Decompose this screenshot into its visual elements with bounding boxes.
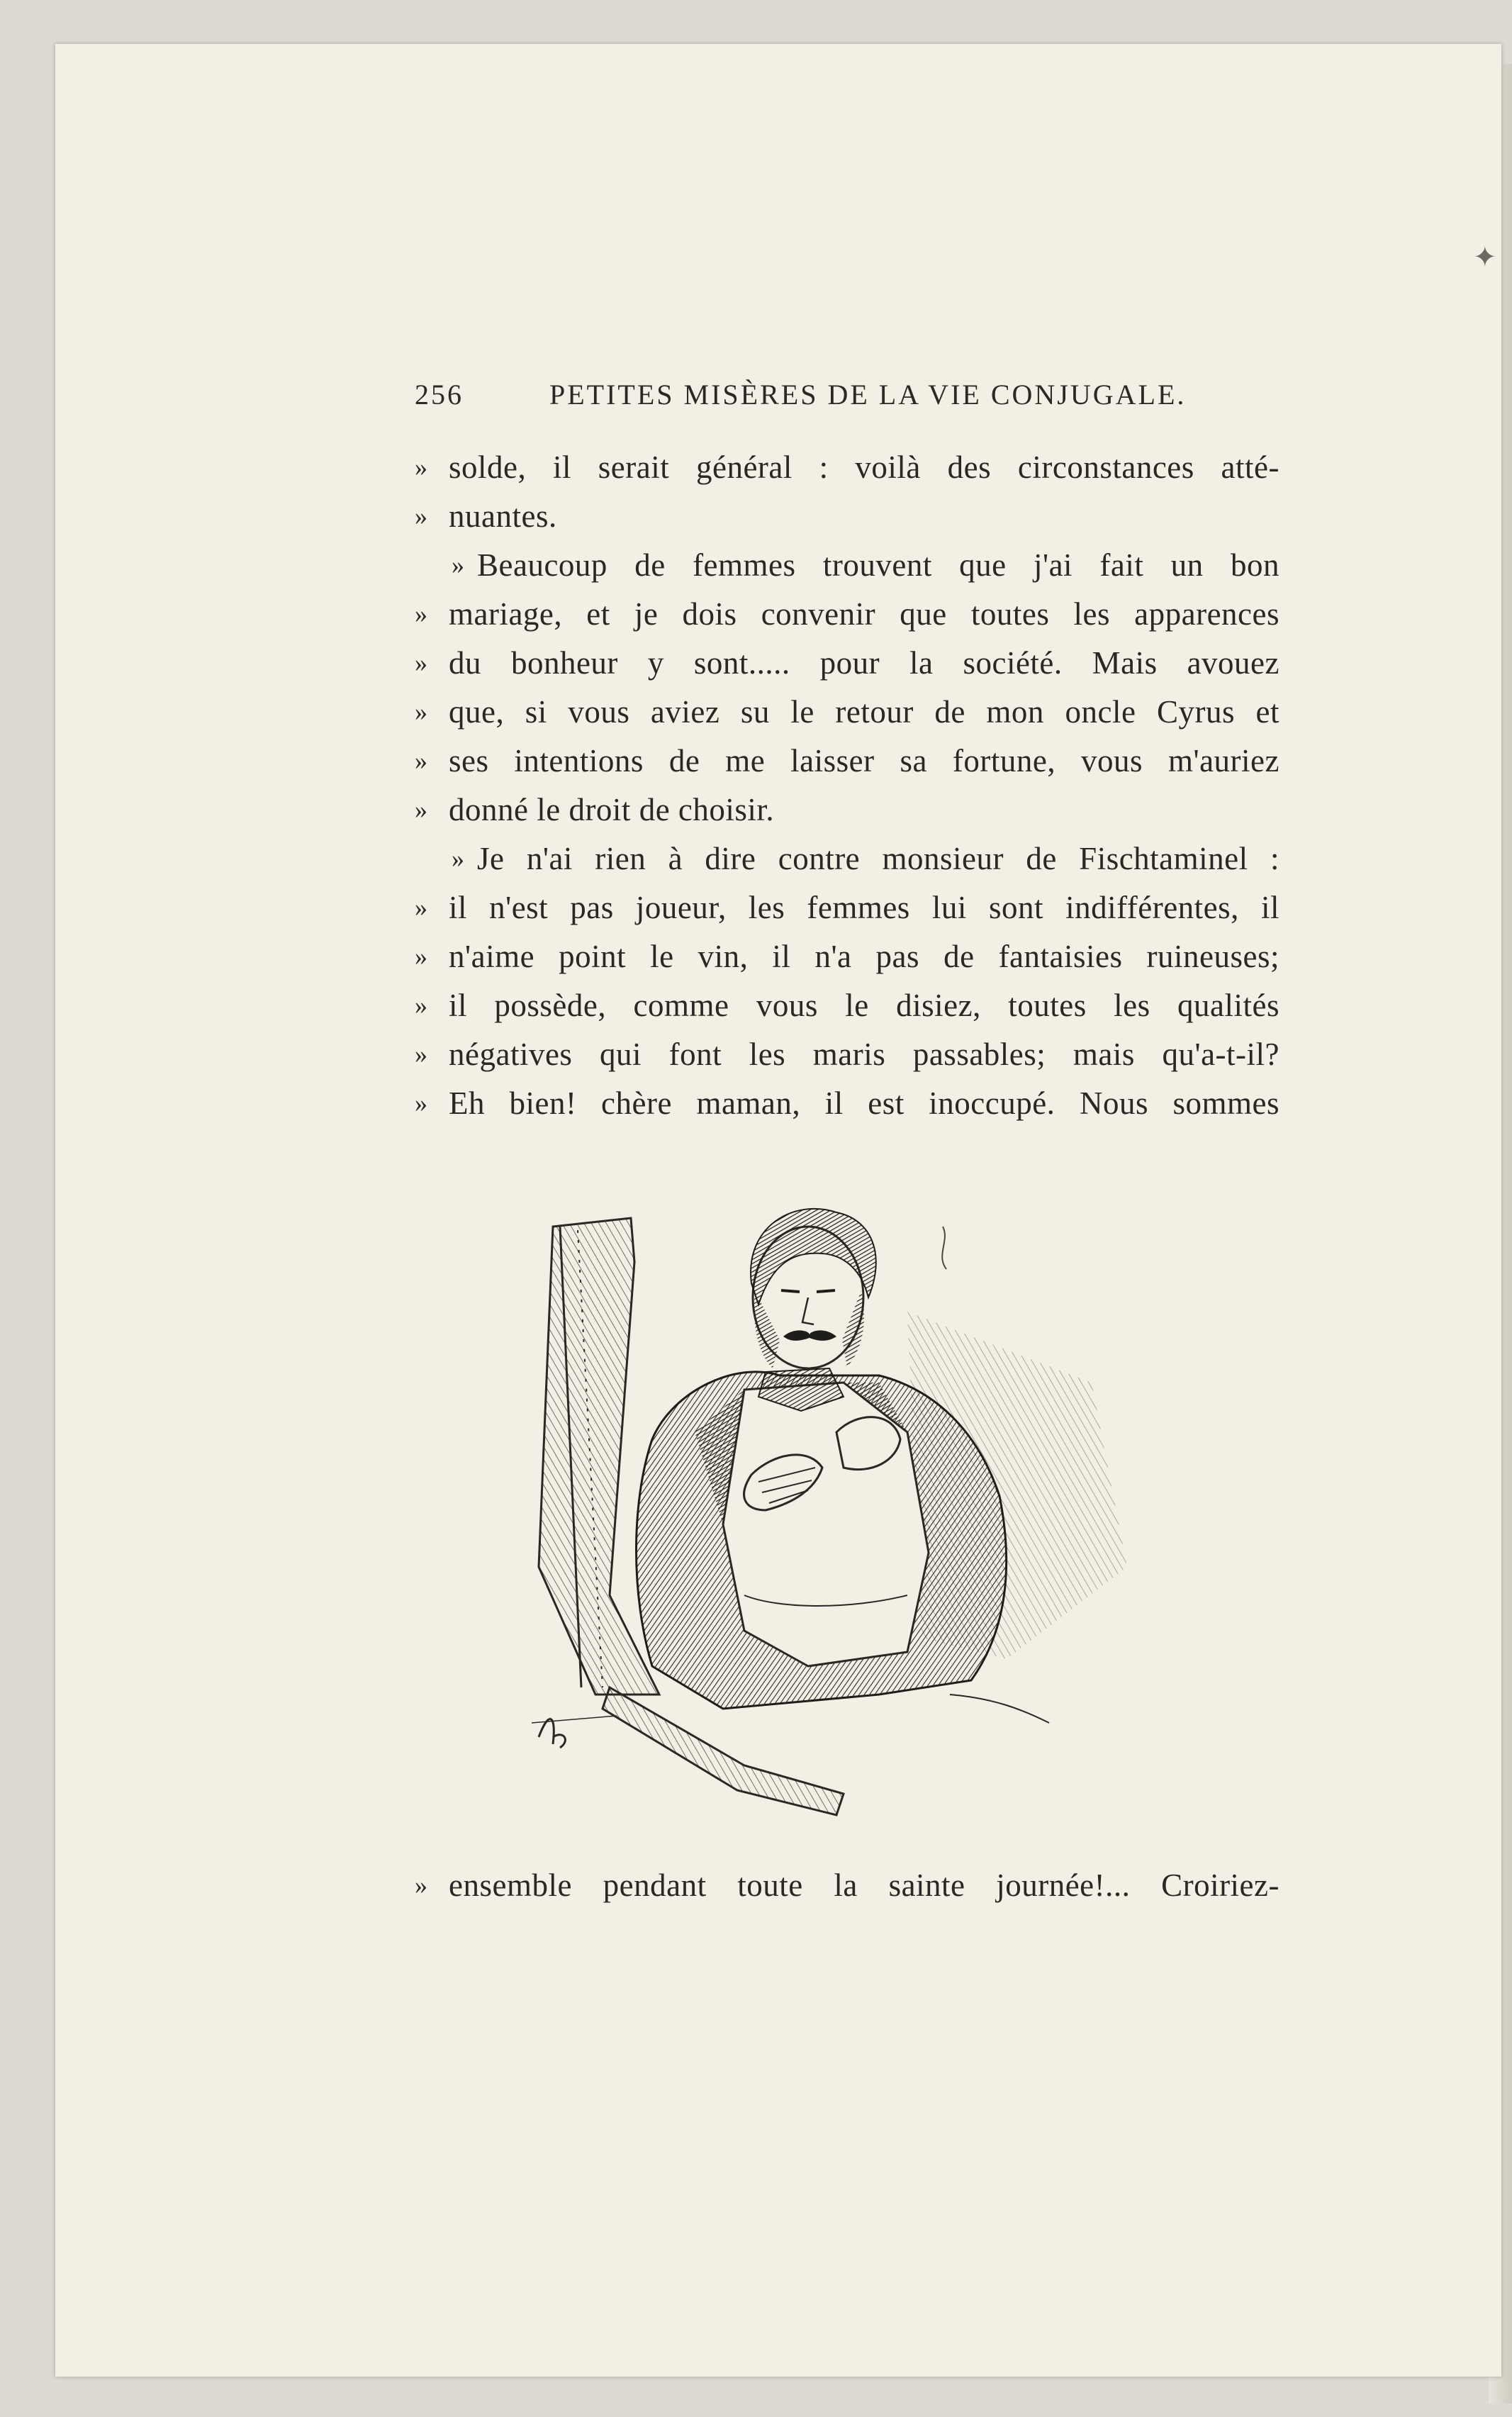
seated-man-engraving — [510, 1198, 1163, 1836]
text-line — [415, 688, 1279, 737]
text-line — [415, 1861, 1279, 1910]
text-line — [415, 590, 1279, 639]
guillemet: » — [415, 991, 427, 1020]
line-text: solde, il serait général : voilà des circonstances atté- — [449, 450, 1279, 485]
guillemet: » — [415, 1871, 427, 1899]
body-text-continued — [415, 1861, 1279, 1910]
line-text: mariage, et je dois convenir que toutes les apparences — [449, 596, 1279, 632]
guillemet: » — [452, 844, 464, 873]
text-line — [415, 883, 1279, 932]
line-text: Beaucoup de femmes trouvent que j'ai fait un bon — [477, 547, 1279, 583]
line-text: négatives qui font les maris passables; mais qu'a-t-il? — [449, 1037, 1279, 1072]
guillemet: » — [452, 551, 464, 579]
running-head-title: PETITES MISÈRES DE LA VIE CONJUGALE. — [549, 379, 1187, 411]
text-line — [415, 786, 1279, 834]
guillemet: » — [415, 893, 427, 922]
body-text — [415, 443, 1279, 1128]
guillemet: » — [415, 1040, 427, 1068]
line-text: il n'est pas joueur, les femmes lui sont indifférentes, il — [449, 890, 1279, 925]
line-text: nuantes. — [449, 498, 557, 534]
text-line — [415, 834, 1279, 883]
text-line — [415, 932, 1279, 981]
line-text: il possède, comme vous le disiez, toutes les qualités — [449, 988, 1279, 1023]
engraving-illustration — [510, 1198, 1163, 1836]
text-line — [415, 492, 1279, 541]
text-line — [415, 443, 1279, 492]
text-line — [415, 1030, 1279, 1079]
guillemet: » — [415, 453, 427, 481]
guillemet: » — [415, 942, 427, 971]
line-text: ses intentions de me laisser sa fortune, vous m'auriez — [449, 743, 1279, 778]
guillemet: » — [415, 649, 427, 677]
guillemet: » — [415, 502, 427, 530]
text-line — [415, 981, 1279, 1030]
text-line — [415, 1079, 1279, 1128]
text-line — [415, 639, 1279, 688]
guillemet: » — [415, 747, 427, 775]
guillemet: » — [415, 1089, 427, 1117]
page-number: 256 — [415, 379, 464, 411]
line-text: Eh bien! chère maman, il est inoccupé. Nous sommes — [449, 1085, 1279, 1121]
line-text: ensemble pendant toute la sainte journée!... Croiriez- — [449, 1868, 1279, 1903]
text-line — [415, 737, 1279, 786]
line-text: donné le droit de choisir. — [449, 792, 775, 827]
running-head — [415, 378, 1279, 413]
ink-mark: ✦ — [1473, 241, 1497, 274]
text-line — [415, 541, 1279, 590]
line-text: Je n'ai rien à dire contre monsieur de Fischtaminel : — [477, 841, 1279, 876]
guillemet: » — [415, 698, 427, 726]
line-text: du bonheur y sont..... pour la société. Mais avouez — [449, 645, 1279, 681]
guillemet: » — [415, 600, 427, 628]
guillemet: » — [415, 796, 427, 824]
line-text: que, si vous aviez su le retour de mon oncle Cyrus et — [449, 694, 1279, 730]
line-text: n'aime point le vin, il n'a pas de fantaisies ruineuses; — [449, 939, 1279, 974]
